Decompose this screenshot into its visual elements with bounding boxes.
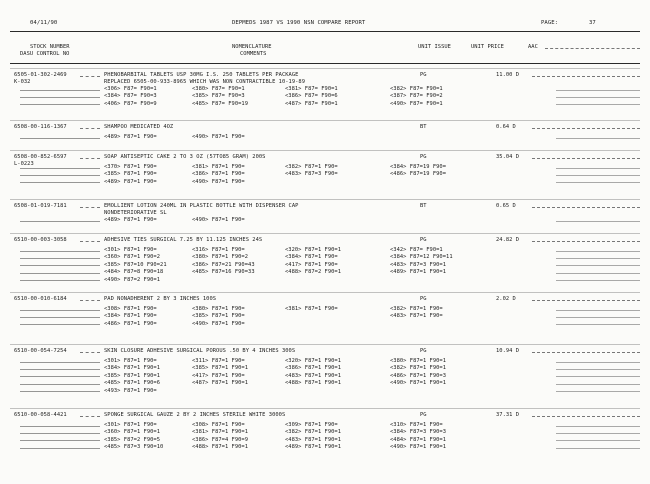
nomenclature: SOAP ANTISEPTIC CAKE 2 TO 3 OZ (57TO85 GRAM) 200S — [104, 154, 266, 160]
code-row-leader — [556, 175, 640, 176]
code-row-leader — [556, 265, 640, 266]
issue-code: <386> F87=1 F90=1 — [285, 365, 342, 372]
issue-code: <370> F87=1 F90= — [104, 164, 157, 170]
nsn-leader — [80, 352, 100, 353]
nsn-leader — [80, 158, 100, 159]
nsn-leader — [80, 128, 100, 129]
nomenclature: SHAMPOO MEDICATED 4OZ — [104, 124, 174, 130]
price-leader — [532, 158, 640, 159]
stock-number: 6508-00-852-6597 — [14, 154, 67, 160]
issue-code: <406> F87= F90=9 — [104, 100, 157, 107]
issue-code: <308> F87=1 F90= — [192, 422, 245, 428]
issue-code: <490> F87=1 F90= — [192, 320, 245, 327]
unit-issue: PG — [420, 296, 427, 302]
issue-code: <483> F87=1 F90=1 — [285, 436, 342, 443]
col-dasu-control: DASU CONTROL NO — [20, 51, 70, 57]
issue-code: <489> F87=1 F90=1 — [285, 444, 342, 451]
issue-code: <380> F87= F90=1 — [192, 86, 245, 92]
price-leader — [532, 207, 640, 208]
price-leader — [532, 128, 640, 129]
stock-number: 6510-00-010-6184 — [14, 296, 67, 302]
code-row-leader — [20, 324, 100, 325]
code-row-leader — [556, 440, 640, 441]
issue-code: <382> F87=1 F90=1 — [285, 429, 342, 436]
price-leader — [532, 300, 640, 301]
unit-issue: PG — [420, 237, 427, 243]
code-row-leader — [20, 104, 100, 105]
issue-code: <382> F87=1 F90= — [390, 306, 443, 312]
item-separator — [10, 344, 640, 345]
issue-code: <380> F87=1 F90=1 — [390, 358, 447, 364]
code-row-leader — [20, 369, 100, 370]
issue-code: <382> F87=1 F90=1 — [390, 365, 447, 372]
code-row-leader — [556, 280, 640, 281]
code-row-leader — [20, 440, 100, 441]
issue-code: <489> F87=1 F90= — [104, 217, 157, 223]
nomenclature: SPONGE SURGICAL GAUZE 2 BY 2 INCHES STERILE WHITE 3000S — [104, 412, 286, 418]
code-row-leader — [556, 384, 640, 385]
issue-code: <385> F87=1 F90=1 — [104, 372, 161, 379]
issue-code: <382> F87= F90=1 — [390, 86, 443, 92]
stock-number: 6510-00-058-4421 — [14, 412, 67, 418]
issue-code: <385> F87=1 F90= — [192, 313, 245, 320]
price-leader — [532, 416, 640, 417]
price-leader — [532, 352, 640, 353]
item-separator — [10, 233, 640, 234]
issue-code: <490> F87=1 F90= — [192, 178, 245, 185]
stock-number: 6510-00-003-3058 — [14, 237, 67, 243]
header-rule-bottom — [10, 63, 640, 64]
issue-code: <308> F87=1 F90= — [104, 306, 157, 312]
unit-issue: PG — [420, 412, 427, 418]
price-leader — [532, 241, 640, 242]
issue-code: <384> F87=1 F90= — [285, 254, 338, 261]
item-separator — [10, 199, 640, 200]
issue-code: <490> F87=1 F90= — [192, 134, 245, 140]
issue-code: <490> F87=1 F90= — [192, 217, 245, 223]
issue-code: <386> F87= F90=6 — [285, 93, 338, 100]
code-row-leader — [20, 182, 100, 183]
comment: NONDETERIORATIVE SL — [104, 210, 167, 216]
page-label: PAGE: — [541, 20, 559, 26]
issue-code: <385> F87= F90=3 — [192, 93, 245, 100]
issue-code: <484> F87=8 F90=18 — [104, 269, 164, 276]
code-row-leader — [20, 175, 100, 176]
unit-price: 11.00 D — [496, 72, 520, 78]
issue-code: <320> F87=1 F90=1 — [285, 247, 342, 253]
issue-code: <485> F87=3 F90=10 — [104, 444, 164, 451]
unit-price: 24.82 D — [496, 237, 520, 243]
code-row-leader — [20, 426, 100, 427]
col-unit-issue: UNIT ISSUE — [418, 44, 451, 50]
issue-code: <386> F87=4 F90=9 — [192, 436, 249, 443]
issue-code: <306> F87= F90=1 — [104, 86, 157, 92]
code-row-leader — [20, 168, 100, 169]
code-row-leader — [556, 362, 640, 363]
issue-code: <487> F87=1 F90=1 — [192, 380, 249, 387]
unit-issue: BT — [420, 124, 427, 130]
code-row-leader — [20, 251, 100, 252]
code-row-leader — [20, 391, 100, 392]
code-row-leader — [20, 221, 100, 222]
issue-code: <483> F87=1 F90=1 — [285, 372, 342, 379]
code-row-leader — [20, 433, 100, 434]
issue-code: <490> F87=1 F90=1 — [390, 444, 447, 451]
unit-price: 0.64 D — [496, 124, 516, 130]
page-number: 37 — [589, 20, 596, 26]
unit-issue: PG — [420, 154, 427, 160]
issue-code: <486> F87=1 F90= — [104, 320, 157, 327]
nomenclature: EMOLLIENT LOTION 240ML IN PLASTIC BOTTLE WITH DISPENSER CAP — [104, 203, 299, 209]
code-row-leader — [556, 426, 640, 427]
code-row-leader — [20, 376, 100, 377]
issue-code: <417> F87=1 F90= — [192, 372, 245, 379]
issue-code: <384> F87=1 F90= — [104, 313, 157, 320]
code-row-leader — [556, 324, 640, 325]
code-row-leader — [556, 310, 640, 311]
unit-price: 0.65 D — [496, 203, 516, 209]
issue-code: <301> F87=1 F90= — [104, 422, 157, 428]
code-row-leader — [556, 433, 640, 434]
nomenclature: ADHESIVE TIES SURGICAL 7.25 BY 11.125 INCHES 24S — [104, 237, 263, 243]
unit-price: 35.04 D — [496, 154, 520, 160]
code-row-leader — [556, 317, 640, 318]
col-unit-price: UNIT PRICE — [471, 44, 504, 50]
item-separator — [10, 68, 640, 69]
issue-code: <384> F87=19 F90= — [390, 164, 447, 170]
dasu-control-number: K-032 — [14, 79, 31, 85]
item-separator — [10, 120, 640, 121]
code-row-leader — [556, 258, 640, 259]
issue-code: <489> F87=1 F90= — [104, 178, 157, 185]
code-row-leader — [556, 221, 640, 222]
nsn-leader — [80, 416, 100, 417]
stock-number: 6508-00-116-1367 — [14, 124, 67, 130]
code-row-leader — [556, 168, 640, 169]
header-rule-top — [10, 31, 640, 32]
nsn-leader — [80, 207, 100, 208]
issue-code: <386> F87=1 F90= — [192, 171, 245, 178]
code-row-leader — [556, 97, 640, 98]
stock-number: 6505-01-302-2469 — [14, 72, 67, 78]
issue-code: <484> F87=1 F90=1 — [390, 436, 447, 443]
stock-number: 6508-01-019-7181 — [14, 203, 67, 209]
issue-code: <488> F87=1 F90=1 — [192, 444, 249, 451]
code-row-leader — [20, 90, 100, 91]
issue-code: <382> F87=1 F90= — [285, 164, 338, 170]
code-row-leader — [556, 391, 640, 392]
issue-code: <490> F87= F90=1 — [390, 100, 443, 107]
col-aac: AAC — [528, 44, 538, 50]
code-row-leader — [20, 384, 100, 385]
nomenclature: PAD NONADHERENT 2 BY 3 INCHES 100S — [104, 296, 217, 302]
code-row-leader — [556, 273, 640, 274]
code-row-leader — [20, 265, 100, 266]
issue-code: <384> F87=1 F90=1 — [104, 365, 161, 372]
issue-code: <488> F87=2 F90=1 — [285, 269, 342, 276]
issue-code: <483> F87=3 F90=1 — [390, 261, 447, 268]
unit-price: 10.94 D — [496, 348, 520, 354]
issue-code: <384> F87= F90=3 — [104, 93, 157, 100]
code-row-leader — [20, 310, 100, 311]
nsn-leader — [80, 76, 100, 77]
issue-code: <386> F87=21 F90=43 — [192, 261, 255, 268]
item-separator — [10, 408, 640, 409]
issue-code: <380> F87=1 F90=2 — [192, 254, 249, 261]
nomenclature: PHENOBARBITAL TABLETS USP 30MG I.S. 250 TABLETS PER PACKAGE — [104, 72, 299, 78]
issue-code: <385> F87=1 F90=1 — [192, 365, 249, 372]
stock-number: 6510-00-054-7254 — [14, 348, 67, 354]
item-separator — [10, 150, 640, 151]
issue-code: <483> F87=1 F90= — [390, 313, 443, 320]
issue-code: <385> F87=2 F90=5 — [104, 436, 161, 443]
issue-code: <381> F87=1 F90= — [285, 306, 338, 312]
code-row-leader — [20, 448, 100, 449]
issue-code: <381> F87=1 F90=1 — [192, 429, 249, 436]
unit-issue: PG — [420, 72, 427, 78]
code-row-leader — [20, 317, 100, 318]
issue-code: <311> F87=1 F90= — [192, 358, 245, 364]
issue-code: <488> F87=1 F90=1 — [285, 380, 342, 387]
unit-issue: BT — [420, 203, 427, 209]
nsn-leader — [80, 300, 100, 301]
code-row-leader — [556, 138, 640, 139]
issue-code: <320> F87=1 F90=1 — [285, 358, 342, 364]
issue-code: <380> F87=1 F90= — [192, 306, 245, 312]
issue-code: <385> F87=10 F90=21 — [104, 261, 167, 268]
price-leader — [532, 76, 640, 77]
issue-code: <360> F87=1 F90=2 — [104, 254, 161, 261]
issue-code: <384> F87=3 F90=3 — [390, 429, 447, 436]
report-date: 04/11/90 — [30, 20, 58, 26]
issue-code: <381> F87=1 F90= — [192, 164, 245, 170]
aac-leader — [545, 48, 640, 49]
issue-code: <381> F87= F90=1 — [285, 86, 338, 92]
issue-code: <483> F87=3 F90= — [285, 171, 338, 178]
col-nomenclature: NOMENCLATURE — [232, 44, 272, 50]
code-row-leader — [20, 280, 100, 281]
issue-code: <490> F87=2 F90=1 — [104, 276, 161, 283]
issue-code: <487> F87= F90=1 — [285, 100, 338, 107]
issue-code: <384> F87=12 F90=11 — [390, 254, 453, 261]
code-row-leader — [20, 362, 100, 363]
code-row-leader — [556, 251, 640, 252]
issue-code: <310> F87=1 F90= — [390, 422, 443, 428]
code-row-leader — [20, 97, 100, 98]
code-row-leader — [20, 138, 100, 139]
issue-code: <387> F87= F90=2 — [390, 93, 443, 100]
issue-code: <485> F87=16 F90=33 — [192, 269, 255, 276]
code-row-leader — [556, 376, 640, 377]
issue-code: <485> F87=1 F90=6 — [104, 380, 161, 387]
nsn-leader — [80, 241, 100, 242]
issue-code: <485> F87= F90=19 — [192, 100, 249, 107]
issue-code: <493> F87=1 F90= — [104, 387, 157, 394]
code-row-leader — [556, 369, 640, 370]
col-comments: COMMENTS — [240, 51, 267, 57]
col-stock-number: STOCK NUMBER — [30, 44, 70, 50]
unit-issue: PG — [420, 348, 427, 354]
comment: REPLACED 6505-00-933-8965 WHICH WAS NON CONTRACTIBLE 10-19-89 — [104, 79, 306, 85]
issue-code: <490> F87=1 F90=1 — [390, 380, 447, 387]
issue-code: <301> F87=1 F90= — [104, 358, 157, 364]
issue-code: <489> F87=1 F90= — [104, 134, 157, 140]
code-row-leader — [556, 90, 640, 91]
code-row-leader — [556, 182, 640, 183]
code-row-leader — [556, 104, 640, 105]
code-row-leader — [20, 258, 100, 259]
unit-price: 2.02 D — [496, 296, 516, 302]
issue-code: <360> F87=1 F90=1 — [104, 429, 161, 436]
issue-code: <489> F87=1 F90=1 — [390, 269, 447, 276]
issue-code: <309> F87=1 F90= — [285, 422, 338, 428]
issue-code: <417> F87=1 F90= — [285, 261, 338, 268]
report-title: DEPMEDS 1987 VS 1990 NSN COMPARE REPORT — [232, 20, 366, 26]
code-row-leader — [556, 448, 640, 449]
code-row-leader — [20, 273, 100, 274]
issue-code: <486> F87=1 F90=3 — [390, 372, 447, 379]
item-separator — [10, 292, 640, 293]
dasu-control-number: L-0223 — [14, 161, 34, 167]
issue-code: <385> F87=1 F90= — [104, 171, 157, 178]
issue-code: <301> F87=1 F90= — [104, 247, 157, 253]
issue-code: <342> F87= F90=1 — [390, 247, 443, 253]
unit-price: 37.31 D — [496, 412, 520, 418]
issue-code: <486> F87=19 F90= — [390, 171, 447, 178]
issue-code: <316> F87=1 F90= — [192, 247, 245, 253]
nomenclature: SKIN CLOSURE ADHESIVE SURGICAL POROUS .50 BY 4 INCHES 300S — [104, 348, 296, 354]
